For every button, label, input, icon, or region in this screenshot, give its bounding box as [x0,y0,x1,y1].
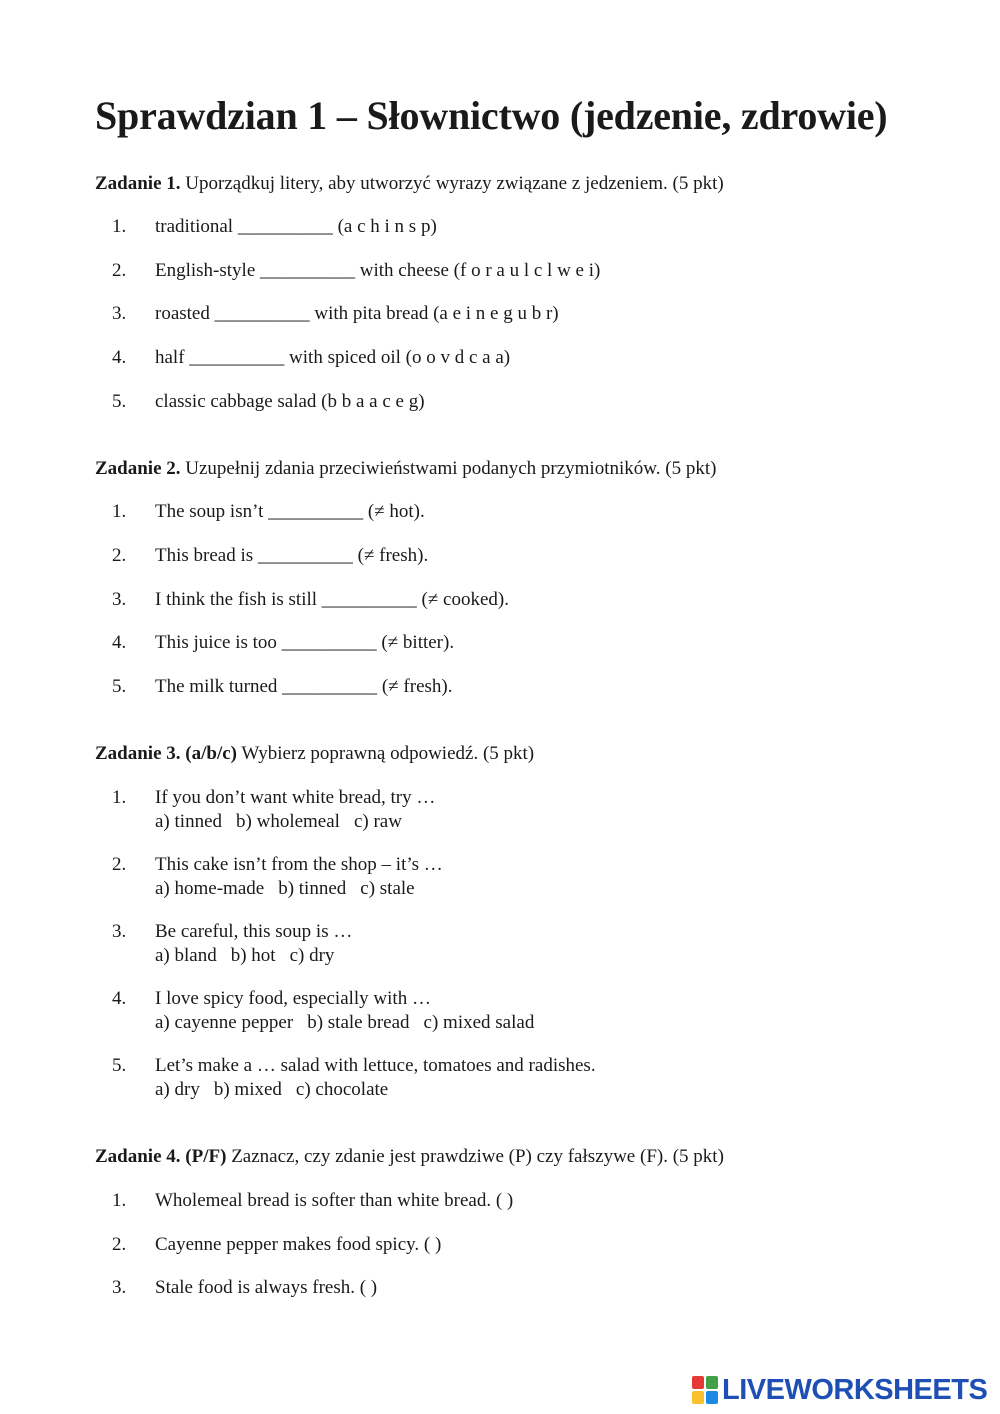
option-c[interactable]: c) dry [289,945,335,966]
answer-options [155,877,429,901]
item-number: 4. [112,632,127,653]
task1-label: Zadanie 1. [95,173,181,194]
item-text[interactable]: The milk turned __________ (≠ fresh). [155,676,453,697]
task4-label-text: Zadanie 4. [95,1146,181,1167]
item-text[interactable]: This juice is too __________ (≠ bitter). [155,632,455,653]
task3-label-extra: (a/b/c) [180,743,237,764]
task2-heading [95,458,716,480]
item-text: I love spicy food, especially with … [155,988,431,1009]
item-number: 1. [112,501,127,522]
item-text: This cake isn’t from the shop – it’s … [155,854,443,875]
option-c[interactable]: c) stale [360,878,415,899]
option-b[interactable]: b) stale bread [307,1012,410,1033]
item-number: 4. [112,347,127,368]
item-text[interactable]: The soup isn’t __________ (≠ hot). [155,501,425,522]
item-text[interactable]: roasted __________ with pita bread (a e i n e g u b r) [155,303,559,324]
option-c[interactable]: c) raw [353,811,402,832]
option-b[interactable]: b) mixed [213,1079,282,1100]
task4-label-extra: (P/F) [180,1146,227,1167]
option-a[interactable]: a) home-made [155,878,265,899]
item-number: 2. [112,260,127,281]
option-a[interactable]: a) tinned [155,811,223,832]
answer-options [155,810,416,834]
item-text: If you don’t want white bread, try … [155,787,436,808]
answer-options [155,1078,402,1102]
task1-heading [95,173,724,195]
item-text[interactable]: Wholemeal bread is softer than white bread. ( ) [155,1190,514,1211]
task3-label [95,743,237,764]
item-number: 1. [112,1190,127,1211]
option-b[interactable]: b) tinned [278,878,347,899]
item-text: Be careful, this soup is … [155,921,353,942]
task1-instruction: Uporządkuj litery, aby utworzyć wyrazy związane z jedzeniem. (5 pkt) [180,173,724,194]
item-number: 3. [112,303,127,324]
answer-options [155,1011,548,1035]
option-a[interactable]: a) cayenne pepper [155,1012,294,1033]
logo-text: LIVEWORKSHEETS [722,1373,988,1406]
item-number: 3. [112,1277,127,1298]
item-number: 2. [112,545,127,566]
task3-heading [95,743,534,765]
item-number: 5. [112,391,127,412]
item-text[interactable]: half __________ with spiced oil (o o v d c a a) [155,347,511,368]
option-a[interactable]: a) dry [155,1079,200,1100]
task3-instruction: Wybierz poprawną odpowiedź. (5 pkt) [237,743,535,764]
item-number: 4. [112,988,127,1009]
item-text[interactable]: classic cabbage salad (b b a a c e g) [155,391,425,412]
item-text[interactable]: traditional __________ (a c h i n s p) [155,216,437,237]
liveworksheets-logo[interactable] [692,1374,987,1406]
item-number: 5. [112,676,127,697]
item-number: 2. [112,854,127,875]
task2-label: Zadanie 2. [95,458,181,479]
item-number: 2. [112,1234,127,1255]
page-title: Sprawdzian 1 – Słownictwo (jedzenie, zdrowie) [95,93,888,138]
item-number: 5. [112,1055,127,1076]
option-a[interactable]: a) bland [155,945,217,966]
item-number: 3. [112,589,127,610]
task4-heading [95,1146,724,1168]
item-text[interactable]: Stale food is always fresh. ( ) [155,1277,378,1298]
task4-label [95,1146,226,1167]
item-text[interactable]: English-style __________ with cheese (f o r a u l c l w e i) [155,260,601,281]
item-text[interactable]: This bread is __________ (≠ fresh). [155,545,429,566]
item-text[interactable]: Cayenne pepper makes food spicy. ( ) [155,1234,442,1255]
task2-instruction: Uzupełnij zdania przeciwieństwami podanych przymiotników. (5 pkt) [180,458,717,479]
item-number: 1. [112,787,127,808]
option-b[interactable]: b) wholemeal [236,811,340,832]
item-number: 3. [112,921,127,942]
item-text: Let’s make a … salad with lettuce, tomatoes and radishes. [155,1055,596,1076]
option-c[interactable]: c) mixed salad [423,1012,535,1033]
option-c[interactable]: c) chocolate [295,1079,389,1100]
task3-label-text: Zadanie 3. [95,743,181,764]
task4-instruction: Zaznacz, czy zdanie jest prawdziwe (P) czy fałszywe (F). (5 pkt) [226,1146,724,1167]
item-text[interactable]: I think the fish is still __________ (≠ cooked). [155,589,509,610]
item-number: 1. [112,216,127,237]
liveworksheets-logo-icon [692,1376,718,1404]
answer-options [155,944,348,968]
option-b[interactable]: b) hot [230,945,276,966]
